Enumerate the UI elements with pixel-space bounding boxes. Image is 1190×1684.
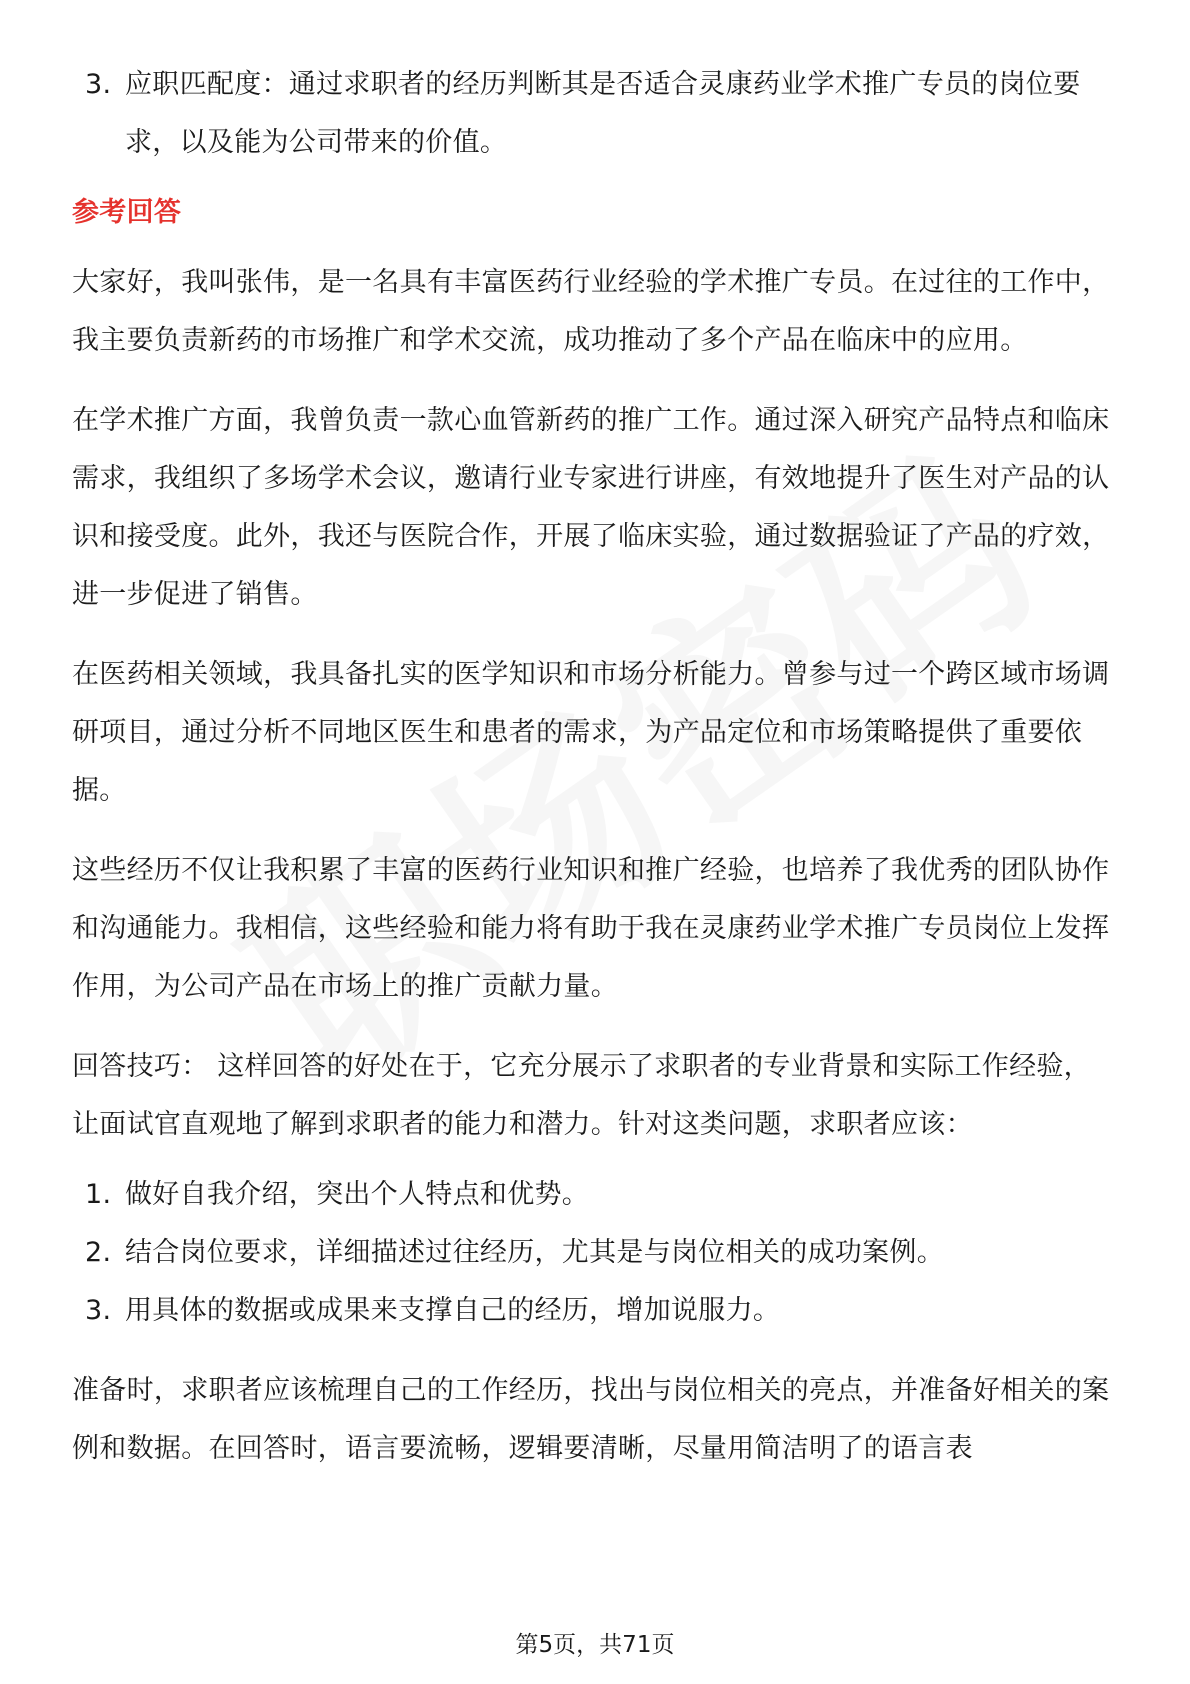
page-number-footer: 第5页，共71页 <box>515 1632 675 1658</box>
paragraph-intro: 大家好，我叫张伟，是一名具有丰富医药行业经验的学术推广专员。在过往的工作中，我主要负责新药的市场推广和学术交流，成功推动了多个产品在临床中的应用。 <box>72 267 1110 356</box>
list-item <box>72 1166 1118 1224</box>
paragraph-closing: 准备时，求职者应该梳理自己的工作经历，找出与岗位相关的亮点，并准备好相关的案例和数据。在回答时，语言要流畅，逻辑要清晰，尽量用简洁明了的语言表 <box>72 1375 1110 1464</box>
tips-list <box>72 1166 1118 1340</box>
list-item-number: 3. <box>85 1295 112 1326</box>
list-item-text: 结合岗位要求，详细描述过往经历，尤其是与岗位相关的成功案例。 <box>125 1237 944 1268</box>
page-content <box>72 56 1118 1478</box>
paragraph-medical: 在医药相关领域，我具备扎实的医学知识和市场分析能力。曾参与过一个跨区域市场调研项目，通过分析不同地区医生和患者的需求，为产品定位和市场策略提供了重要依据。 <box>72 659 1110 806</box>
list-item-text: 做好自我介绍，突出个人特点和优势。 <box>125 1179 590 1210</box>
list-item <box>72 1224 1118 1282</box>
paragraph-tips-intro: 回答技巧： 这样回答的好处在于，它充分展示了求职者的专业背景和实际工作经验，让面试官直观地了解到求职者的能力和潜力。针对这类问题，求职者应该： <box>72 1051 1091 1140</box>
paragraph-academic: 在学术推广方面，我曾负责一款心血管新药的推广工作。通过深入研究产品特点和临床需求，我组织了多场学术会议，邀请行业专家进行讲座，有效地提升了医生对产品的认识和接受度。此外，我还与医院合作，开展了临床实验，通过数据验证了产品的疗效，进一步促进了销售。 <box>72 405 1110 610</box>
list-item-number: 3. <box>85 69 112 100</box>
criteria-list <box>72 56 1118 172</box>
list-item-text: 用具体的数据或成果来支撑自己的经历，增加说服力。 <box>125 1295 781 1326</box>
list-item <box>72 56 1118 172</box>
paragraph-summary: 这些经历不仅让我积累了丰富的医药行业知识和推广经验，也培养了我优秀的团队协作和沟通能力。我相信，这些经验和能力将有助于我在灵康药业学术推广专员岗位上发挥作用，为公司产品在市场上的推广贡献力量。 <box>72 855 1110 1002</box>
list-item-number: 1. <box>85 1179 112 1210</box>
list-item-text: 应职匹配度：通过求职者的经历判断其是否适合灵康药业学术推广专员的岗位要求，以及能为公司带来的价值。 <box>125 69 1081 158</box>
list-item <box>72 1282 1118 1340</box>
list-item-number: 2. <box>85 1237 112 1268</box>
section-heading: 参考回答 <box>72 197 182 228</box>
